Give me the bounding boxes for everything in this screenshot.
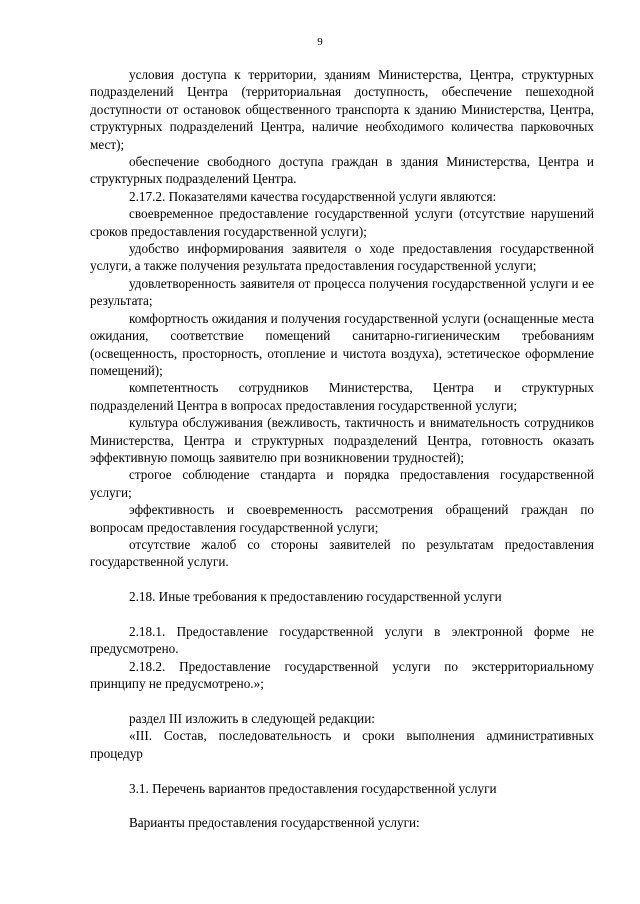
paragraph: 3.1. Перечень вариантов предоставления государственной услуги bbox=[129, 780, 497, 796]
paragraph: 2.18.1. Предоставление государственной услуги в электронной форме не предусмотрено. bbox=[90, 623, 594, 657]
paragraph: комфортность ожидания и получения государственной услуги (оснащенные места ожидания, соответствие помещений санитарно-гигиеническим требованиям (освещенность, просторность, отопление и чистота воздуха), эстетическое оформление помещений); bbox=[90, 310, 594, 378]
paragraph: Варианты предоставления государственной услуги: bbox=[129, 815, 420, 831]
paragraph: 2.17.2. Показателями качества государственной услуги являются: bbox=[129, 188, 497, 204]
document-body bbox=[90, 66, 594, 832]
paragraph: компетентность сотрудников Министерства, Центра и структурных подразделений Центра в вопросах предоставления государственной услуги; bbox=[90, 380, 594, 413]
paragraph: культура обслуживания (вежливость, тактичность и внимательность сотрудников Министерства, Центра и структурных подразделений Центра, готовность оказать эффективную помощь заявителю при возникновении трудностей); bbox=[90, 415, 594, 465]
page-number: 9 bbox=[317, 36, 323, 48]
paragraph: удовлетворенность заявителя от процесса получения государственной услуги и ее результата; bbox=[90, 275, 594, 309]
paragraph: своевременное предоставление государственной услуги (отсутствие нарушений сроков предоставления государственной услуги); bbox=[90, 206, 594, 239]
paragraph: 2.18.2. Предоставление государственной услуги по экстерриториальному принципу не предусмотрено.»; bbox=[90, 658, 594, 692]
paragraph: обеспечение свободного доступа граждан в здания Министерства, Центра и структурных подразделений Центра. bbox=[90, 154, 594, 187]
paragraph: отсутствие жалоб со стороны заявителей по результатам предоставления государственной услуги. bbox=[90, 536, 594, 570]
paragraph: строгое соблюдение стандарта и порядка предоставления государственной услуги; bbox=[90, 467, 594, 500]
paragraph: раздел III изложить в следующей редакции: bbox=[129, 710, 375, 726]
paragraph: «III. Состав, последовательность и сроки выполнения административных процедур bbox=[90, 728, 594, 761]
paragraph: эффективность и своевременность рассмотрения обращений граждан по вопросам предоставления государственной услуги; bbox=[90, 502, 594, 535]
paragraph: 2.18. Иные требования к предоставлению государственной услуги bbox=[129, 589, 502, 605]
paragraph: удобство информирования заявителя о ходе предоставления государственной услуги, а также получения результата предоставления государственной услуги; bbox=[90, 241, 594, 274]
paragraph: условия доступа к территории, зданиям Министерства, Центра, структурных подразделений Центра (территориальная доступность, обеспечение пешеходной доступности от остановок общественного транспорта к зданию Министерства, Центра, структурных подразделений Центра, наличие необходимого количества парковочных мест); bbox=[90, 67, 594, 152]
